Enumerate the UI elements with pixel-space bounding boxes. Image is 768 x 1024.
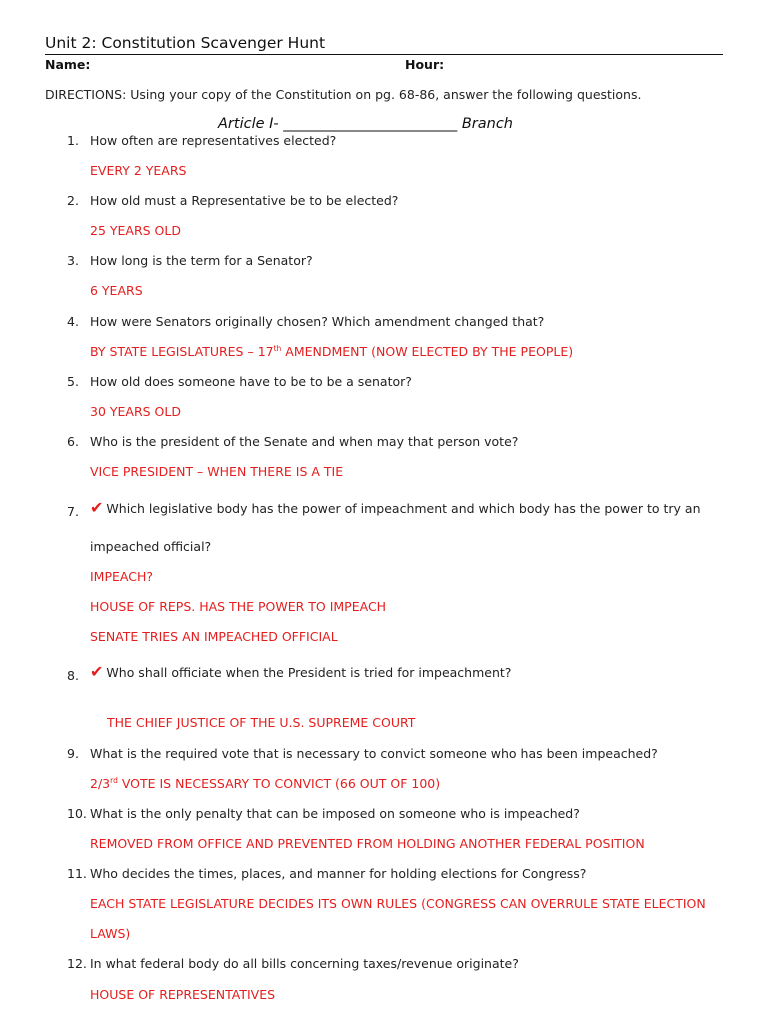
directions-text: DIRECTIONS: Using your copy of the Constitution on pg. 68-86, answer the following questions. bbox=[45, 87, 642, 102]
answer-text: REMOVED FROM OFFICE AND PREVENTED FROM HOLDING ANOTHER FEDERAL POSITION bbox=[90, 836, 645, 851]
question-text: ✔ Who shall officiate when the President is tried for impeachment? bbox=[90, 662, 512, 681]
answer-text: 6 YEARS bbox=[90, 283, 143, 298]
answer-text: BY STATE LEGISLATURES – 17th AMENDMENT (NOW ELECTED BY THE PEOPLE) bbox=[90, 343, 574, 359]
answer-text: EACH STATE LEGISLATURE DECIDES ITS OWN RULES (CONGRESS CAN OVERRULE STATE ELECTION bbox=[90, 896, 706, 911]
answer-text: HOUSE OF REPRESENTATIVES bbox=[90, 987, 276, 1002]
section-heading: Article I- ________________________ Branch bbox=[218, 116, 513, 132]
question-text: What is the required vote that is necessary to convict someone who has been impeached? bbox=[90, 746, 658, 761]
question-number: 11. bbox=[67, 866, 87, 881]
question-number: 2. bbox=[67, 193, 79, 208]
answer-text: THE CHIEF JUSTICE OF THE U.S. SUPREME COURT bbox=[107, 715, 416, 730]
question-text: How were Senators originally chosen? Which amendment changed that? bbox=[90, 314, 545, 329]
question-text: What is the only penalty that can be imposed on someone who is impeached? bbox=[90, 806, 580, 821]
question-number: 5. bbox=[67, 374, 79, 389]
answer-text: VICE PRESIDENT – WHEN THERE IS A TIE bbox=[90, 464, 344, 479]
question-text: Who decides the times, places, and manner for holding elections for Congress? bbox=[90, 866, 587, 881]
question-number: 9. bbox=[67, 746, 79, 761]
answer-text: EVERY 2 YEARS bbox=[90, 163, 187, 178]
question-number: 10. bbox=[67, 806, 87, 821]
answer-text: HOUSE OF REPS. HAS THE POWER TO IMPEACH bbox=[90, 599, 387, 614]
hour-label: Hour: bbox=[405, 57, 445, 72]
question-text: In what federal body do all bills concerning taxes/revenue originate? bbox=[90, 956, 519, 971]
question-text: ✔ Which legislative body has the power of impeachment and which body has the power to try an bbox=[90, 498, 701, 517]
ordinal-superscript: rd bbox=[110, 775, 118, 785]
question-text-continued: impeached official? bbox=[90, 539, 212, 554]
answer-text: 2/3rd VOTE IS NECESSARY TO CONVICT (66 OUT OF 100) bbox=[90, 775, 441, 791]
question-text: Who is the president of the Senate and when may that person vote? bbox=[90, 434, 519, 449]
question-number: 12. bbox=[67, 956, 87, 971]
question-number: 4. bbox=[67, 314, 79, 329]
answer-text: 30 YEARS OLD bbox=[90, 404, 181, 419]
answer-text: 25 YEARS OLD bbox=[90, 223, 181, 238]
question-number: 3. bbox=[67, 253, 79, 268]
checkmark-icon: ✔ bbox=[90, 662, 104, 681]
ordinal-superscript: th bbox=[273, 343, 282, 353]
question-text: How long is the term for a Senator? bbox=[90, 253, 313, 268]
question-text: How often are representatives elected? bbox=[90, 133, 337, 148]
question-number: 6. bbox=[67, 434, 79, 449]
question-number: 1. bbox=[67, 133, 79, 148]
question-text: How old does someone have to be to be a senator? bbox=[90, 374, 412, 389]
answer-text-continued: LAWS) bbox=[90, 926, 131, 941]
question-number: 7. bbox=[67, 504, 79, 519]
title-underline bbox=[45, 54, 723, 55]
name-label: Name: bbox=[45, 57, 91, 72]
checkmark-icon: ✔ bbox=[90, 498, 104, 517]
answer-text: IMPEACH? bbox=[90, 569, 154, 584]
question-number: 8. bbox=[67, 668, 79, 683]
answer-text: SENATE TRIES AN IMPEACHED OFFICIAL bbox=[90, 629, 338, 644]
page-title: Unit 2: Constitution Scavenger Hunt bbox=[45, 34, 326, 52]
question-text: How old must a Representative be to be elected? bbox=[90, 193, 399, 208]
